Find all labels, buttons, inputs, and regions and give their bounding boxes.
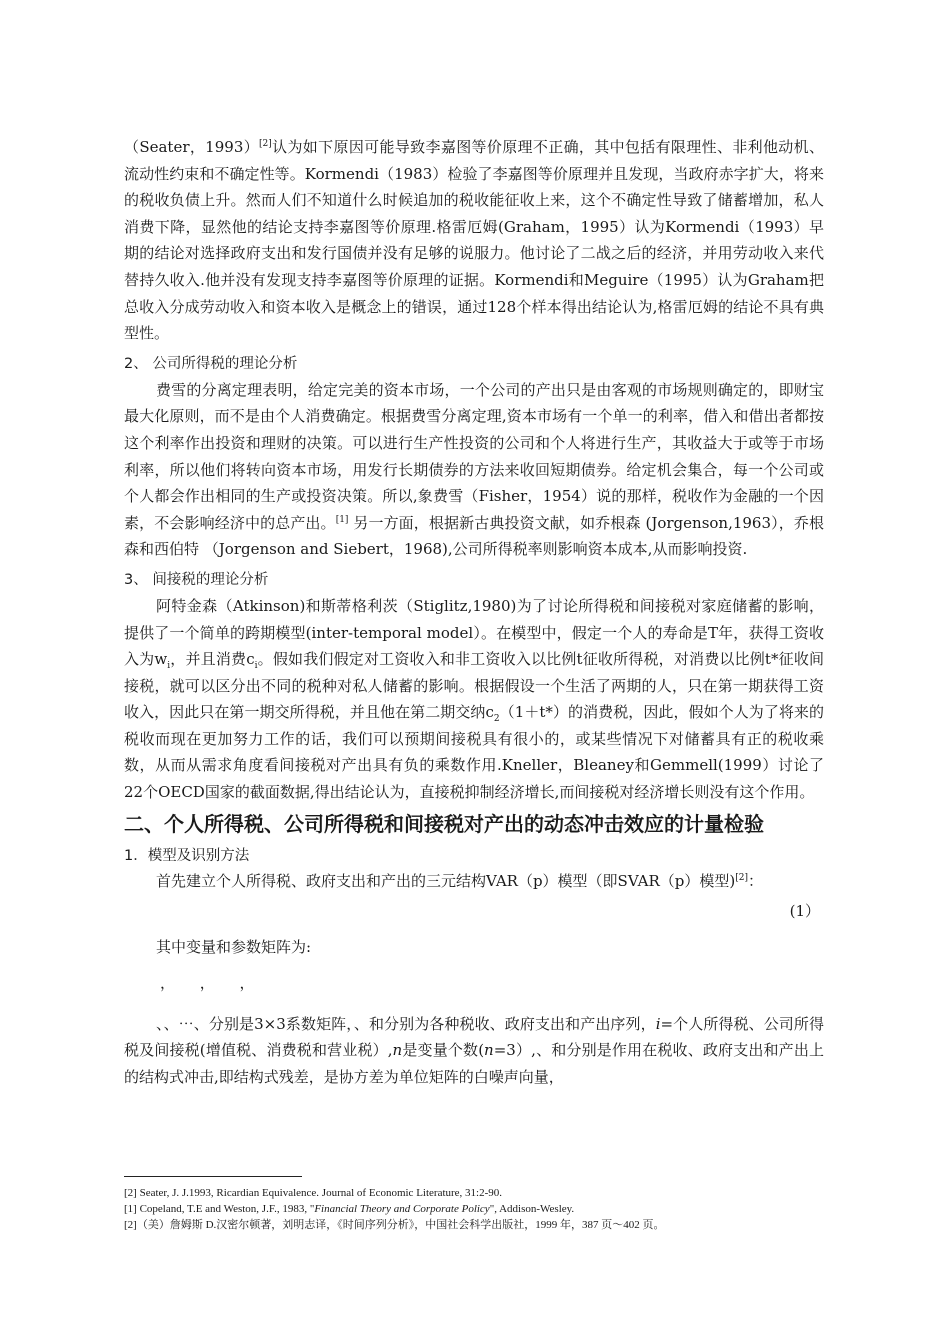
chapter-heading: 二、个人所得税、公司所得税和间接税对产出的动态冲击效应的计量检验 bbox=[124, 811, 764, 836]
footnotes bbox=[124, 1176, 824, 1233]
section3-text-2: ，并且消费c bbox=[170, 650, 255, 669]
math-var-i: i bbox=[655, 1014, 661, 1033]
heading-indirect-tax: 3、 间接税的理论分析 bbox=[124, 571, 269, 588]
equation-line bbox=[124, 894, 824, 934]
model-intro-text: 首先建立个人所得税、政府支出和产出的三元结构VAR（p）模型（即SVAR（p）模型) bbox=[156, 871, 736, 890]
paragraph-indirect-tax bbox=[124, 593, 824, 806]
paragraph-model-description bbox=[124, 1011, 824, 1091]
citation-ref: [2] bbox=[259, 139, 272, 149]
model-intro-colon: ： bbox=[747, 871, 763, 890]
paragraph-matrix-intro: 其中变量和参数矩阵为: bbox=[156, 938, 312, 957]
section3-text-3: 。假如我们假定对工资收入和非工资收入以比例t征收所得税，对消费以比例t*征收间接税，就可以区分出不同的税种对私人储蓄的影响。根据假设一个生活了两期的人，只在第一期获得工资收入，因此只在第一期交所得税，并且他在第二期交纳c bbox=[124, 650, 825, 722]
footnote-copeland-authors: [1] Copeland, T.E and Weston, J.F., 1983, " bbox=[124, 1203, 315, 1215]
para1-text-rest: 认为如下原因可能导致李嘉图等价原理不正确，其中包括有限理性、非利他动机、流动性约束和不确定性等。Kormendi（1983）检验了李嘉图等价原理并且发现，当政府赤字扩大，将来的税收负债上升。然而人们不知道什么时候追加的税收能征收上来，这个不确定性导致了储蓄增加，私人消费下降，显然他的结论支持李嘉图等价原理.格雷厄姆(Graham，1995）认为Kormendi（1993）早期的结论对选择政府支出和发行国债并没有足够的说服力。他讨论了二战之后的经济，并用劳动收入来代替持久收入.他并没有发现支持李嘉图等价原理的证据。Kormendi和Meguire（1995）认为Graham把总收入分成劳动收入和资本收入是概念上的错误，通过128个样本得出结论认为,格雷厄姆的结论不具有典型性。 bbox=[124, 138, 824, 343]
footnote-seater: [2] Seater, J. J.1993, Ricardian Equivalence. Journal of Economic Literature, 31:2-90. bbox=[124, 1187, 503, 1199]
math-var-n: n bbox=[484, 1041, 494, 1060]
math-var-n: n bbox=[392, 1041, 403, 1060]
footnote-copeland-publisher: ", Addison-Wesley. bbox=[489, 1203, 575, 1215]
model-desc-text-4: =3）,、和分别是作用在税收、政府支出和产出上的结构式冲击,即结构式残差，是协方差为单位矩阵的白噪声向量， bbox=[124, 1041, 824, 1087]
main-content bbox=[124, 134, 824, 1091]
section2-text-rest: 另一方面，根据新古典投资文献，如乔根森 (Jorgenson,1963），乔根森和西伯特 （Jorgenson and Siebert，1968),公司所得税率则影响资本成本,从而影响投资. bbox=[124, 513, 824, 559]
subscript: i bbox=[167, 661, 171, 672]
section3-text-1: 阿特金森（Atkinson)和斯蒂格利茨（Stiglitz,1980)为了讨论所得税和间接税对家庭储蓄的影响，提供了一个简单的跨期模型(inter-temporal model）。在模型中，假定一个人的寿命是T年，获得工资收入为w bbox=[124, 596, 824, 669]
equation-number: (1） bbox=[789, 902, 820, 921]
matrix-definitions: ， ， ， bbox=[160, 973, 255, 992]
model-desc-text-3: 是变量个数( bbox=[402, 1041, 485, 1060]
paragraph-corporate-tax bbox=[124, 377, 824, 563]
footnote-copeland bbox=[124, 1201, 824, 1217]
footnote-separator bbox=[124, 1176, 302, 1177]
heading-model-identification: 1．模型及识别方法 bbox=[124, 847, 250, 864]
footnote-hamilton: [2]（美）詹姆斯 D.汉密尔顿著，刘明志译，《时间序列分析》，中国社会科学出版社，1999 年，387 页～402 页。 bbox=[124, 1219, 665, 1231]
heading-corporate-tax: 2、 公司所得税的理论分析 bbox=[124, 355, 298, 372]
subscript: i bbox=[254, 661, 258, 672]
section3-text-4: （1＋t*）的消费税，因此，假如个人为了将来的税收而现在更加努力工作的话，我们可以预期间接税具有很小的，或某些情况下对储蓄具有正的税收乘数，从而从需求角度看间接税对产出具有负的乘数作用.Kneller，Bleaney和Gemmell(1999）讨论了22个OECD国家的截面数据,得出结论认为，直接税抑制经济增长,而间接税对经济增长则没有这个作用。 bbox=[124, 703, 824, 802]
citation-ref: [2] bbox=[735, 872, 748, 883]
model-desc-text-1: 、、⋯、分别是3×3系数矩阵，、和分别为各种税收、政府支出和产出序列， bbox=[156, 1014, 656, 1033]
section2-text-start: 费雪的分离定理表明，给定完美的资本市场，一个公司的产出只是由客观的市场规则确定的，即财宝最大化原则，而不是由个人消费确定。根据费雪分离定理,资本市场有一个单一的利率，借入和借出者都按这个利率作出投资和理财的决策。可以进行生产性投资的公司和个人将进行生产，其收益大于或等于市场利率，所以他们将转向资本市场，用发行长期债券的方法来收回短期债券。给定机会集合，每一个公司或个人都会作出相同的生产或投资决策。所以,象费雪（Fisher，1954）说的那样，税收作为金融的一个因素，不会影响经济中的总产出。 bbox=[124, 380, 824, 532]
paragraph-ricardian-equivalence bbox=[124, 134, 824, 347]
model-desc-text-2: =个人所得税、公司所得税及间接税(增值税、消费税和营业税）, bbox=[124, 1014, 824, 1060]
paragraph-model-intro bbox=[124, 868, 824, 895]
subscript: 2 bbox=[493, 714, 500, 725]
footnote-copeland-title: Financial Theory and Corporate Policy bbox=[314, 1203, 490, 1215]
citation-ref: [1] bbox=[335, 514, 349, 525]
para1-text-start: （Seater，1993） bbox=[124, 138, 260, 156]
